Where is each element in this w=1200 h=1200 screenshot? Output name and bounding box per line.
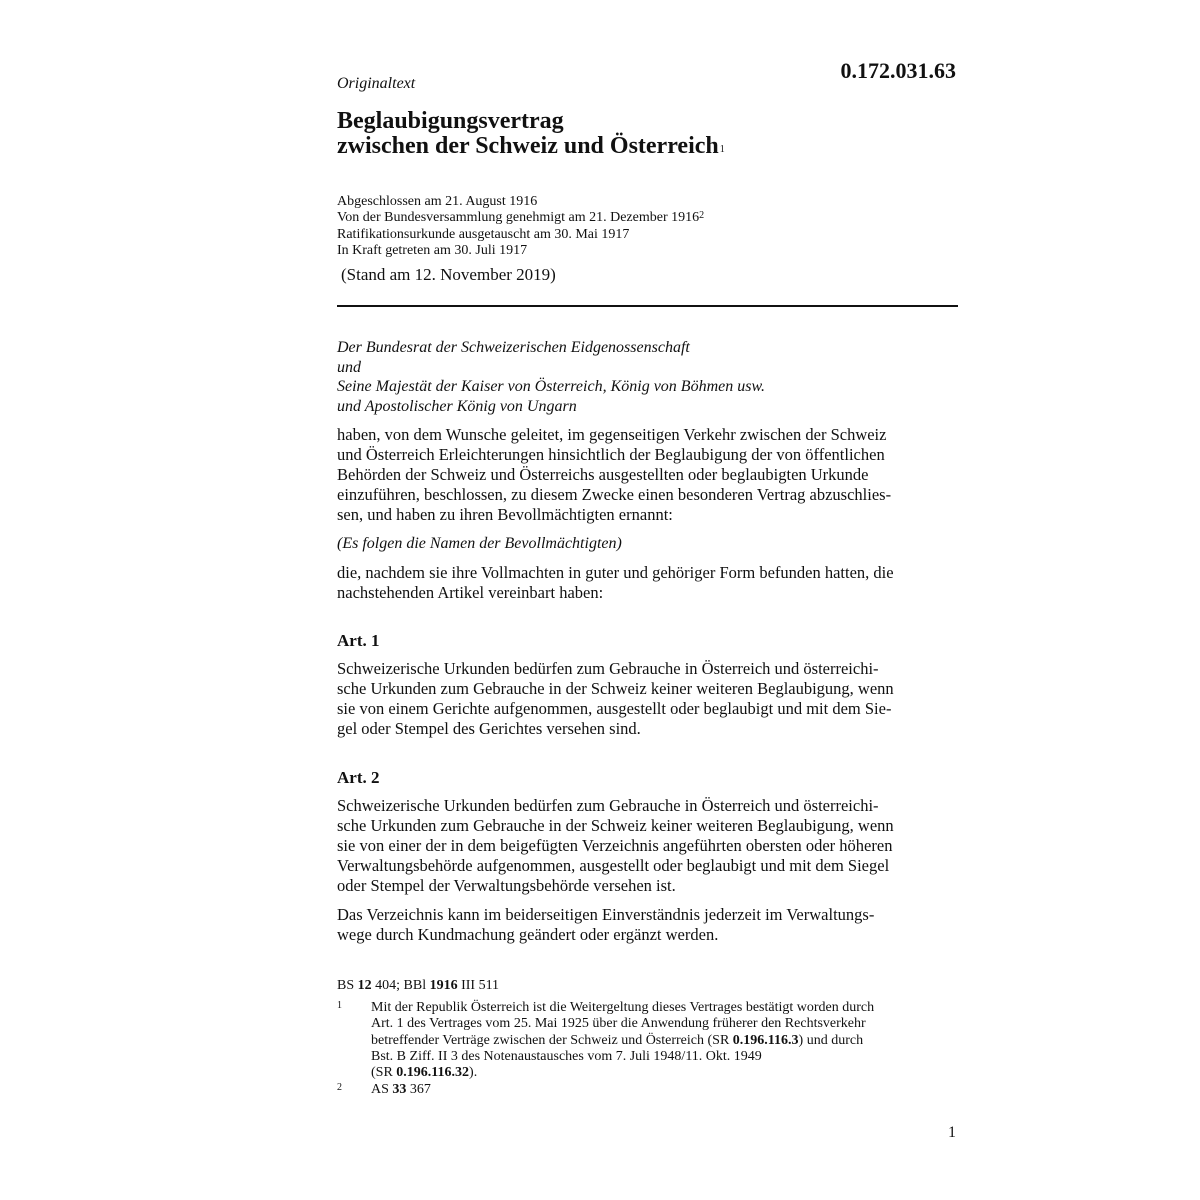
article-2-heading: Art. 2 (337, 768, 380, 787)
in-force-date: In Kraft getreten am 30. Juli 1917 (337, 242, 528, 258)
title-line-2 (337, 134, 725, 159)
preamble-paragraph (337, 425, 955, 525)
as-prefix: AS (371, 1082, 393, 1097)
status-date: (Stand am 12. November 2019) (341, 265, 556, 284)
text-line: sche Urkunden zum Gebrauche in der Schweiz keiner weiteren Beglaubigung, wenn (337, 679, 894, 698)
text-line: die, nachdem sie ihre Vollmachten in guter und gehöriger Form befunden hatten, die (337, 563, 894, 582)
approved-date-text: Von der Bundesversammlung genehmigt am 21. Dezember 1916 (337, 210, 700, 226)
party-line: Seine Majestät der Kaiser von Österreich, König von Böhmen usw. (337, 378, 765, 395)
article-2-text (337, 796, 955, 896)
footnote-number: 2 (337, 1082, 342, 1093)
footnote-text (371, 1082, 957, 1098)
originaltext-label: Originaltext (337, 75, 416, 92)
text-line: sie von einer der in dem beigefügten Verzeichnis angeführten obersten oder höheren (337, 836, 893, 855)
as-volume: 33 (392, 1082, 407, 1097)
text-line: Verwaltungsbehörde aufgenommen, ausgestellt oder beglaubigt und mit dem Siegel (337, 856, 890, 875)
party-line: und (337, 358, 361, 376)
text-line: Schweizerische Urkunden bedürfen zum Gebrauche in Österreich und österreichi- (337, 796, 879, 815)
ratification-date: Ratifikationsurkunde ausgetauscht am 30. Mai 1917 (337, 226, 630, 242)
footnote-1 (337, 1000, 957, 1082)
bbl-year: 1916 (429, 978, 458, 993)
title-line-1: Beglaubigungsvertrag (337, 108, 564, 134)
text-line: gel oder Stempel des Gerichtes versehen sind. (337, 719, 641, 738)
treaty-dates (337, 194, 704, 259)
concluded-date: Abgeschlossen am 21. August 1916 (337, 194, 538, 209)
text-line: einzuführen, beschlossen, zu diesem Zwecke einen besonderen Vertrag abzuschlies- (337, 485, 892, 504)
footnote-line: Mit der Republik Österreich ist die Weitergeltung dieses Vertrages bestätigt worden durch (371, 1000, 875, 1015)
footnote-2 (337, 1082, 957, 1099)
document-title (337, 109, 725, 159)
bs-rest: 404; BBl (371, 978, 430, 993)
header-divider (337, 305, 958, 307)
party-line: Der Bundesrat der Schweizerischen Eidgenossenschaft (337, 339, 690, 356)
footnote-mark-1[interactable]: 1 (719, 144, 725, 155)
text-line: sen, und haben zu ihren Bevollmächtigten ernannt: (337, 505, 673, 524)
source-reference (337, 978, 499, 994)
article-1-text (337, 659, 955, 739)
article-2-paragraph-2 (337, 905, 955, 945)
title-line-2-text: zwischen der Schweiz und Österreich (337, 133, 719, 159)
footnote-line (371, 1065, 957, 1081)
sr-number: 0.172.031.63 (840, 58, 956, 83)
text-line: sie von einem Gerichte aufgenommen, ausgestellt oder beglaubigt und mit dem Sie- (337, 699, 892, 718)
bs-volume: 12 (357, 978, 372, 993)
article-1-heading: Art. 1 (337, 631, 380, 650)
party-line: und Apostolischer König von Ungarn (337, 397, 577, 415)
footnote-line (371, 1033, 957, 1049)
footnote-number: 1 (337, 1000, 342, 1011)
footnote-line: Bst. B Ziff. II 3 des Notenaustausches vom 7. Juli 1948/11. Okt. 1949 (371, 1048, 762, 1064)
text-line: haben, von dem Wunsche geleitet, im gegenseitigen Verkehr zwischen der Schweiz (337, 425, 887, 444)
sr-link[interactable]: 0.196.116.3 (732, 1032, 799, 1048)
footnote-line-text: ). (469, 1065, 478, 1081)
footnote-line-text: betreffender Verträge zwischen der Schweiz und Österreich (SR (371, 1032, 733, 1048)
text-line: wege durch Kundmachung geändert oder ergänzt werden. (337, 925, 719, 944)
footnote-mark-2[interactable]: 2 (699, 210, 705, 222)
text-line: oder Stempel der Verwaltungsbehörde versehen ist. (337, 876, 676, 895)
text-line: und Österreich Erleichterungen hinsichtlich der Beglaubigung der von öffentlichen (337, 445, 885, 464)
footnote-line: Art. 1 des Vertrages vom 25. Mai 1925 über die Anwendung früherer den Rechtsverkehr (371, 1016, 866, 1032)
preamble-parties (337, 338, 765, 416)
text-line: Behörden der Schweiz und Österreichs ausgestellten oder beglaubigten Urkunde (337, 465, 869, 484)
as-rest: 367 (406, 1082, 431, 1097)
preamble-closing (337, 563, 955, 603)
text-line: Das Verzeichnis kann im beiderseitigen Einverständnis jederzeit im Verwaltungs- (337, 905, 875, 924)
text-line: sche Urkunden zum Gebrauche in der Schweiz keiner weiteren Beglaubigung, wenn (337, 816, 894, 835)
bbl-rest: III 511 (457, 978, 500, 993)
plenipotentiaries-note: (Es folgen die Namen der Bevollmächtigten) (337, 535, 622, 552)
text-line: nachstehenden Artikel vereinbart haben: (337, 583, 604, 602)
footnote-line-text: ) und durch (798, 1032, 864, 1048)
footnote-text (371, 1000, 957, 1081)
sr-link[interactable]: 0.196.116.32 (396, 1065, 470, 1081)
approved-date (337, 210, 704, 226)
page-number: 1 (948, 1124, 956, 1141)
bs-prefix: BS (337, 978, 358, 993)
footnote-line-text: (SR (371, 1065, 397, 1081)
text-line: Schweizerische Urkunden bedürfen zum Gebrauche in Österreich und österreichi- (337, 659, 879, 678)
